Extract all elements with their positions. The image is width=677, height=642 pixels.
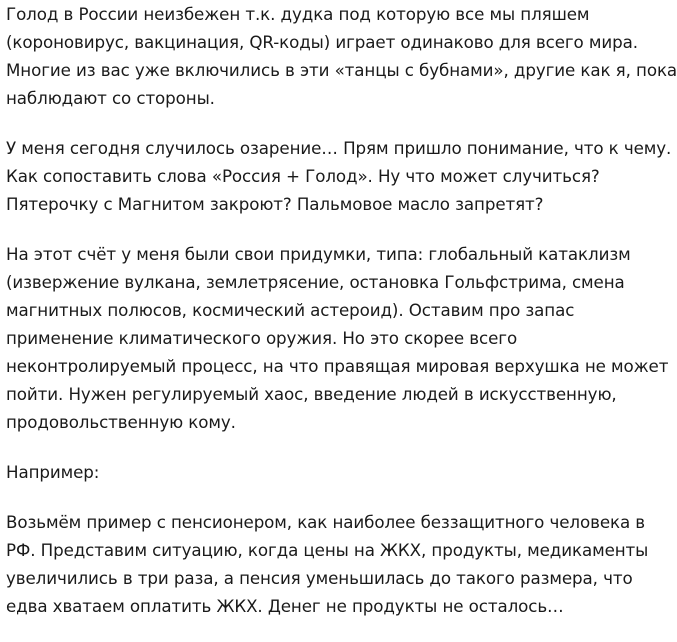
text-line: едва хватаем оплатить ЖКХ. Денег не продукты не осталось…: [6, 596, 564, 616]
text-line: Как сопоставить слова «Россия + Голод». Ну что может случиться?: [6, 166, 600, 186]
paragraph-example-heading: [6, 458, 607, 486]
text-line: Например:: [6, 462, 100, 482]
text-line: РФ. Представим ситуацию, когда цены на ЖКХ, продукты, медикаменты: [6, 540, 649, 560]
text-line: применение климатического оружия. Но это скорее всего: [6, 328, 518, 348]
paragraph-hunger-intro: [6, 0, 677, 112]
text-line: Пятерочку с Магнитом закроют? Пальмовое масло запретят?: [6, 194, 544, 214]
text-line: увеличились в три раза, а пенсия уменьшилась до такого размера, что: [6, 568, 633, 588]
text-line: магнитных полюсов, космический астероид). Оставим про запас: [6, 300, 575, 320]
text-line: пойти. Нужен регулируемый хаос, введение людей в искусственную,: [6, 384, 617, 404]
text-line: неконтролируемый процесс, на что правящая мировая верхушка не может: [6, 356, 669, 376]
article-body: [6, 0, 677, 642]
text-line: наблюдают со стороны.: [6, 88, 215, 108]
text-line: (извержение вулкана, землетрясение, остановка Гольфстрима, смена: [6, 272, 625, 292]
text-line: У меня сегодня случилось озарение… Прям пришло понимание, что к чему.: [6, 138, 672, 158]
text-line: Многие из вас уже включились в эти «танцы с бубнами», другие как я, пока: [6, 60, 677, 80]
text-line: На этот счёт у меня были свои придумки, типа: глобальный катаклизм: [6, 244, 631, 264]
text-line: Голод в России неизбежен т.к. дудка под которую все мы пляшем: [6, 4, 590, 24]
paragraph-catastrophes: [6, 240, 669, 436]
paragraph-insight: [6, 134, 672, 218]
paragraph-pensioner: [6, 508, 649, 620]
text-line: Возьмём пример с пенсионером, как наиболее беззащитного человека в: [6, 512, 646, 532]
text-line: продовольственную кому.: [6, 412, 236, 432]
text-line: (короновирус, вакцинация, QR-коды) играет одинаково для всего мира.: [6, 32, 638, 52]
